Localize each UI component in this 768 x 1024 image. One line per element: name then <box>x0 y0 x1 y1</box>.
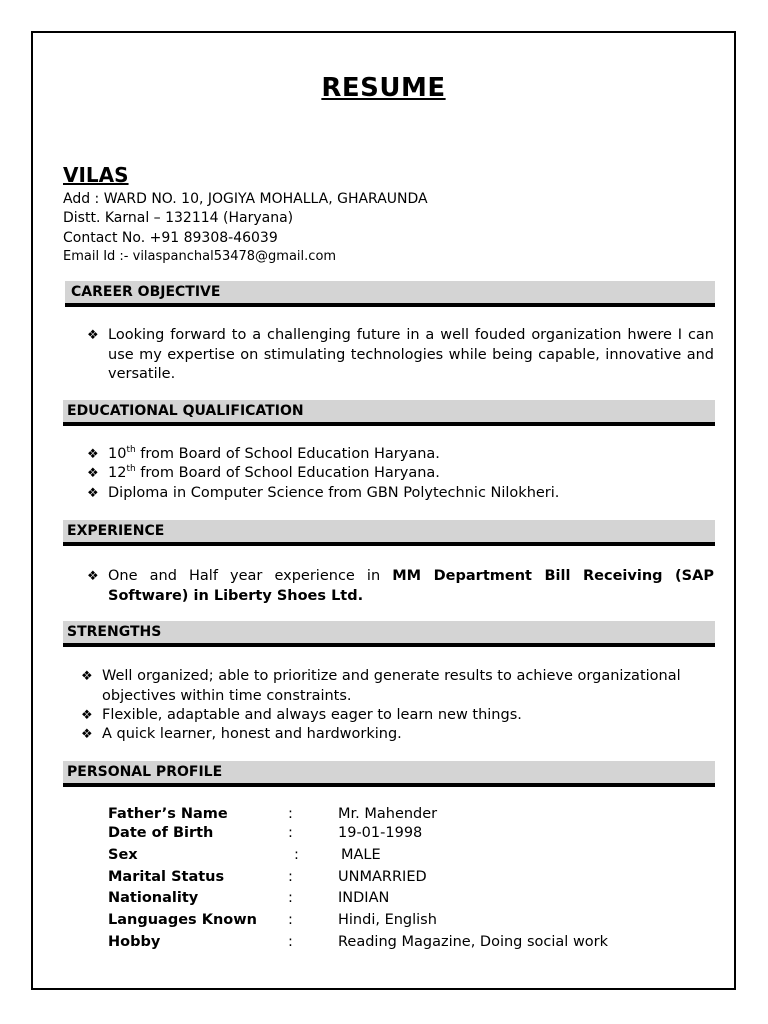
education-text: from Board of School Education Haryana. <box>135 465 440 481</box>
section-title: PERSONAL PROFILE <box>67 764 223 780</box>
education-grade: 10 <box>108 446 127 462</box>
profile-label: Sex <box>108 847 138 863</box>
resume-page <box>31 31 736 990</box>
email-address: Email Id :- vilaspanchal53478@gmail.com <box>63 249 337 264</box>
strength-item <box>81 667 714 706</box>
career-objective-text: Looking forward to a challenging future in a well fouded organization hwere I can use my expertise on stimulating technologies while being capable, innovative and versatile. <box>108 327 714 382</box>
section-title: EDUCATIONAL QUALIFICATION <box>67 403 304 419</box>
profile-label: Father’s Name <box>108 806 228 822</box>
education-grade: 12 <box>108 465 127 481</box>
address-line-2: Distt. Karnal – 132114 (Haryana) <box>63 210 294 226</box>
section-header-career-objective <box>65 281 715 307</box>
bullet-icon: ❖ <box>87 466 99 481</box>
education-grade-suffix: th <box>126 464 136 475</box>
profile-label: Languages Known <box>108 912 257 928</box>
strength-text: Well organized; able to prioritize and generate results to achieve organizational objectives within time constraints. <box>102 668 681 704</box>
section-title: STRENGTHS <box>67 624 162 640</box>
page-title: RESUME <box>321 73 446 103</box>
strength-item <box>81 706 522 726</box>
profile-separator: : <box>288 890 293 906</box>
profile-separator: : <box>294 847 299 863</box>
profile-separator: : <box>288 825 293 841</box>
profile-value: Hindi, English <box>338 912 437 928</box>
address-line-1: Add : WARD NO. 10, JOGIYA MOHALLA, GHARAUNDA <box>63 191 428 207</box>
profile-separator: : <box>288 806 293 822</box>
bullet-icon: ❖ <box>81 669 93 684</box>
experience-item <box>87 567 714 606</box>
bullet-icon: ❖ <box>87 447 99 462</box>
bullet-icon: ❖ <box>87 486 99 501</box>
profile-value: UNMARRIED <box>338 869 427 885</box>
education-item <box>87 464 440 484</box>
profile-separator: : <box>288 869 293 885</box>
profile-value: Reading Magazine, Doing social work <box>338 934 609 950</box>
section-header-education <box>63 400 715 426</box>
profile-separator: : <box>288 934 293 950</box>
bullet-icon: ❖ <box>87 328 99 343</box>
profile-value: 19-01-1998 <box>338 825 423 841</box>
section-title: EXPERIENCE <box>67 523 165 539</box>
profile-label: Marital Status <box>108 869 225 885</box>
profile-value: INDIAN <box>338 890 390 906</box>
profile-value: MALE <box>341 847 381 863</box>
experience-text: One and Half year experience in <box>108 568 393 584</box>
section-header-experience <box>63 520 715 546</box>
education-item <box>87 484 560 504</box>
profile-label: Hobby <box>108 934 161 950</box>
bullet-icon: ❖ <box>81 708 93 723</box>
candidate-name: VILAS <box>63 163 129 187</box>
career-objective-item <box>87 326 714 385</box>
strength-text: A quick learner, honest and hardworking. <box>102 726 402 742</box>
profile-label: Date of Birth <box>108 825 214 841</box>
section-title: CAREER OBJECTIVE <box>71 284 221 300</box>
contact-number: Contact No. +91 89308-46039 <box>63 230 278 246</box>
profile-label: Nationality <box>108 890 199 906</box>
profile-value: Mr. Mahender <box>338 806 438 822</box>
experience-employer: MM Department Bill Receiving (SAP Software) in Liberty Shoes Ltd. <box>108 568 714 604</box>
education-text: Diploma in Computer Science from GBN Polytechnic Nilokheri. <box>108 485 560 501</box>
profile-separator: : <box>288 912 293 928</box>
education-grade-suffix: th <box>126 445 136 456</box>
bullet-icon: ❖ <box>81 727 93 742</box>
education-item <box>87 445 440 465</box>
education-text: from Board of School Education Haryana. <box>135 446 440 462</box>
bullet-icon: ❖ <box>87 569 99 584</box>
section-header-personal-profile <box>63 761 715 787</box>
strength-text: Flexible, adaptable and always eager to learn new things. <box>102 707 522 723</box>
section-header-strengths <box>63 621 715 647</box>
strength-item <box>81 725 402 745</box>
